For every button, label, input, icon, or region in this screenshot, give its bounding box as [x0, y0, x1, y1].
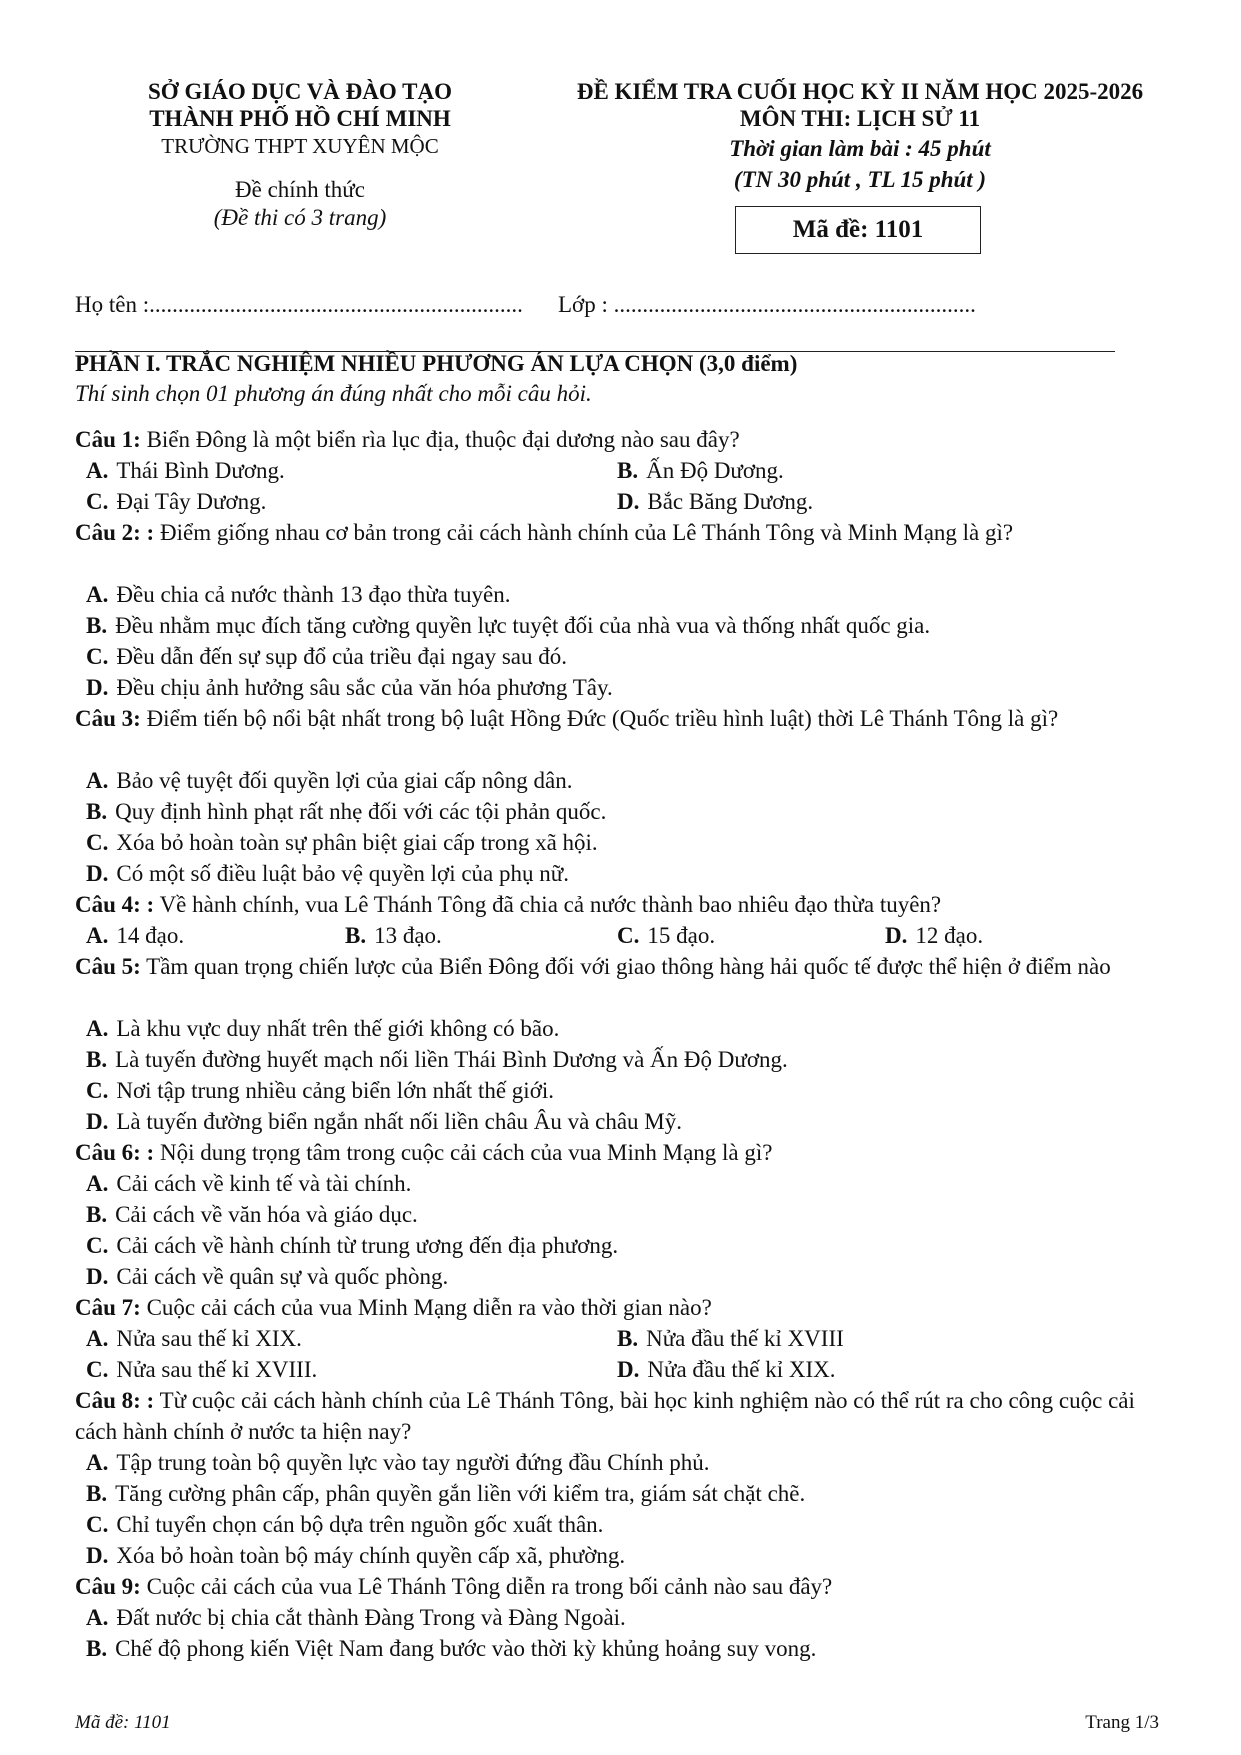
option-letter: D.: [86, 861, 109, 886]
option-text: Nửa sau thế kỉ XIX.: [116, 1326, 302, 1351]
question-text: Về hành chính, vua Lê Thánh Tông đã chia cả nước thành bao nhiêu đạo thừa tuyên?: [154, 892, 942, 917]
option-text: Đại Tây Dương.: [116, 489, 267, 514]
question-number: Câu 4: :: [75, 892, 155, 917]
option-letter: B.: [86, 1047, 108, 1072]
answer-option[interactable]: [86, 1075, 554, 1106]
option-letter: D.: [86, 1543, 109, 1568]
question-number: Câu 1:: [75, 427, 141, 452]
page-count-note: (Đề thi có 3 trang): [213, 205, 387, 230]
question-number: Câu 6: :: [75, 1140, 155, 1165]
option-text: Cải cách về kinh tế và tài chính.: [116, 1171, 412, 1196]
option-letter: B.: [617, 1326, 639, 1351]
option-letter: D.: [86, 1109, 109, 1134]
option-text: 13 đạo.: [374, 923, 442, 948]
answer-option[interactable]: [617, 455, 784, 486]
option-text: Đều dẫn đến sự sụp đổ của triều đại ngay sau đó.: [116, 644, 568, 669]
option-letter: C.: [86, 1078, 109, 1103]
official-exam-label: Đề chính thức: [235, 177, 365, 202]
option-letter: C.: [617, 923, 640, 948]
option-text: Bảo vệ tuyệt đối quyền lợi của giai cấp nông dân.: [116, 768, 573, 793]
answer-option[interactable]: [345, 920, 442, 951]
option-letter: B.: [86, 613, 108, 638]
option-letter: A.: [86, 1016, 109, 1041]
option-text: Tập trung toàn bộ quyền lực vào tay người đứng đầu Chính phủ.: [116, 1450, 710, 1475]
option-text: Nửa đầu thế kỉ XIX.: [647, 1357, 836, 1382]
question-stem: [75, 1571, 1165, 1602]
answer-option[interactable]: [86, 1540, 625, 1571]
section-instruction: Thí sinh chọn 01 phương án đúng nhất cho mỗi câu hỏi.: [75, 381, 592, 406]
question-text: Tầm quan trọng chiến lược của Biển Đông đối với giao thông hàng hải quốc tế được thể hiện ở điểm nào: [140, 954, 1111, 979]
option-letter: D.: [86, 675, 109, 700]
question-stem: [75, 703, 1165, 734]
answer-option[interactable]: [86, 486, 266, 517]
school-name: TRƯỜNG THPT XUYÊN MỘC: [161, 134, 439, 158]
option-text: Thái Bình Dương.: [116, 458, 285, 483]
exam-code-box: Mã đề: 1101: [735, 206, 981, 254]
option-letter: B.: [86, 1481, 108, 1506]
option-letter: A.: [86, 1450, 109, 1475]
answer-option[interactable]: [86, 1013, 559, 1044]
answer-option[interactable]: [86, 765, 572, 796]
exam-title: ĐỀ KIỂM TRA CUỐI HỌC KỲ II NĂM HỌC 2025-2026: [576, 79, 1144, 104]
option-letter: D.: [86, 1264, 109, 1289]
option-text: Cải cách về văn hóa và giáo dục.: [115, 1202, 418, 1227]
option-text: Cải cách về quân sự và quốc phòng.: [116, 1264, 449, 1289]
option-letter: C.: [86, 489, 109, 514]
answer-option[interactable]: [617, 1354, 836, 1385]
question-stem: [75, 424, 1165, 455]
option-letter: B.: [86, 1636, 108, 1661]
option-text: Là khu vực duy nhất trên thế giới không có bão.: [116, 1016, 560, 1041]
option-letter: A.: [86, 768, 109, 793]
option-text: Đều chịu ảnh hưởng sâu sắc của văn hóa phương Tây.: [116, 675, 613, 700]
option-letter: C.: [86, 644, 109, 669]
option-letter: B.: [345, 923, 367, 948]
question-stem: [75, 889, 1165, 920]
option-text: Cải cách về hành chính từ trung ương đến địa phương.: [116, 1233, 619, 1258]
answer-option[interactable]: [86, 827, 598, 858]
exam-duration-split: (TN 30 phút , TL 15 phút ): [733, 167, 987, 192]
option-text: Xóa bỏ hoàn toàn sự phân biệt giai cấp trong xã hội.: [116, 830, 598, 855]
question-stem: [75, 1137, 1165, 1168]
option-text: Nơi tập trung nhiều cảng biển lớn nhất thế giới.: [116, 1078, 554, 1103]
answer-option[interactable]: [86, 1044, 788, 1075]
question-number: Câu 3:: [75, 706, 141, 731]
answer-option[interactable]: [86, 1106, 682, 1137]
answer-option[interactable]: [617, 486, 813, 517]
question-text: Cuộc cải cách của vua Lê Thánh Tông diễn ra trong bối cảnh nào sau đây?: [140, 1574, 833, 1599]
option-text: Đều nhằm mục đích tăng cường quyền lực tuyệt đối của nhà vua và thống nhất quốc gia.: [115, 613, 931, 638]
option-text: Đều chia cả nước thành 13 đạo thừa tuyên.: [116, 582, 511, 607]
answer-option[interactable]: [86, 1230, 618, 1261]
option-letter: C.: [86, 1357, 109, 1382]
question-text: Biển Đông là một biển rìa lục địa, thuộc đại dương nào sau đây?: [140, 427, 740, 452]
option-letter: A.: [86, 1605, 109, 1630]
option-letter: D.: [617, 489, 640, 514]
option-text: Chế độ phong kiến Việt Nam đang bước vào thời kỳ khủng hoảng suy vong.: [115, 1636, 817, 1661]
answer-option[interactable]: [86, 610, 930, 641]
option-letter: D.: [617, 1357, 640, 1382]
answer-option[interactable]: [86, 1447, 710, 1478]
question-stem: [75, 517, 1165, 548]
answer-option[interactable]: [86, 796, 606, 827]
answer-option[interactable]: [617, 920, 715, 951]
option-text: Xóa bỏ hoàn toàn bộ máy chính quyền cấp xã, phường.: [116, 1543, 626, 1568]
question-text: Cuộc cải cách của vua Minh Mạng diễn ra vào thời gian nào?: [140, 1295, 712, 1320]
section-title: PHẦN I. TRẮC NGHIỆM NHIỀU PHƯƠNG ÁN LỰA CHỌN (3,0 điểm): [75, 351, 798, 376]
option-letter: C.: [86, 1233, 109, 1258]
student-class-field: Lớp : ...............................................................: [558, 292, 976, 317]
question-text: Nội dung trọng tâm trong cuộc cải cách của vua Minh Mạng là gì?: [154, 1140, 773, 1165]
question-stem: [75, 951, 1165, 982]
option-text: Nửa đầu thế kỉ XVIII: [646, 1326, 844, 1351]
option-text: 12 đạo.: [915, 923, 984, 948]
answer-option[interactable]: [86, 920, 184, 951]
footer-exam-code: Mã đề: 1101: [75, 1712, 171, 1733]
option-text: Chỉ tuyển chọn cán bộ dựa trên nguồn gốc xuất thân.: [116, 1512, 604, 1537]
option-letter: A.: [86, 582, 109, 607]
option-text: 15 đạo.: [647, 923, 716, 948]
option-text: Tăng cường phân cấp, phân quyền gắn liền với kiểm tra, giám sát chặt chẽ.: [115, 1481, 806, 1506]
answer-option[interactable]: [86, 858, 569, 889]
answer-option[interactable]: [86, 1354, 317, 1385]
department-name: SỞ GIÁO DỤC VÀ ĐÀO TẠO: [148, 79, 452, 104]
question-number: Câu 5:: [75, 954, 141, 979]
option-letter: A.: [86, 458, 109, 483]
option-text: Bắc Băng Dương.: [647, 489, 814, 514]
answer-option[interactable]: [86, 641, 567, 672]
option-letter: B.: [617, 458, 639, 483]
option-text: Nửa sau thế kỉ XVIII.: [116, 1357, 318, 1382]
answer-option[interactable]: [86, 1168, 411, 1199]
question-text: Điểm tiến bộ nổi bật nhất trong bộ luật Hồng Đức (Quốc triều hình luật) thời Lê Thánh Tông là gì?: [140, 706, 1059, 731]
answer-option[interactable]: [86, 1509, 603, 1540]
answer-option[interactable]: [86, 455, 285, 486]
subject-title: MÔN THI: LỊCH SỬ 11: [739, 106, 981, 131]
answer-option[interactable]: [86, 672, 613, 703]
option-text: Có một số điều luật bảo vệ quyền lợi của phụ nữ.: [116, 861, 569, 886]
option-text: Quy định hình phạt rất nhẹ đối với các tội phản quốc.: [115, 799, 607, 824]
answer-option[interactable]: [86, 1633, 816, 1664]
exam-duration: Thời gian làm bài : 45 phút: [729, 136, 991, 161]
answer-option[interactable]: [86, 1323, 302, 1354]
question-stem: [75, 1385, 1165, 1447]
option-letter: A.: [86, 1326, 109, 1351]
answer-option[interactable]: [86, 1602, 626, 1633]
question-number: Câu 2: :: [75, 520, 155, 545]
option-text: Là tuyến đường biển ngắn nhất nối liền châu Âu và châu Mỹ.: [116, 1109, 682, 1134]
answer-option[interactable]: [86, 1478, 805, 1509]
answer-option[interactable]: [86, 1199, 418, 1230]
question-number: Câu 9:: [75, 1574, 141, 1599]
answer-option[interactable]: [617, 1323, 844, 1354]
question-text: Từ cuộc cải cách hành chính của Lê Thánh Tông, bài học kinh nghiệm nào có thể rút ra cho công cuộc cải cách hành chính ở nước ta hiện nay?: [75, 1388, 1135, 1444]
option-text: 14 đạo.: [116, 923, 185, 948]
option-text: Ấn Độ Dương.: [646, 458, 784, 483]
question-text: Điểm giống nhau cơ bản trong cải cách hành chính của Lê Thánh Tông và Minh Mạng là gì?: [154, 520, 1014, 545]
option-letter: D.: [885, 923, 908, 948]
student-name-field: Họ tên :.................................................................: [75, 292, 523, 317]
option-letter: B.: [86, 799, 108, 824]
answer-option[interactable]: [86, 579, 510, 610]
option-letter: A.: [86, 1171, 109, 1196]
answer-option[interactable]: [885, 920, 983, 951]
footer-page-number: Trang 1/3: [1085, 1712, 1159, 1733]
question-number: Câu 7:: [75, 1295, 141, 1320]
answer-option[interactable]: [86, 1261, 448, 1292]
city-name: THÀNH PHỐ HỒ CHÍ MINH: [149, 106, 451, 131]
option-text: Là tuyến đường huyết mạch nối liền Thái Bình Dương và Ấn Độ Dương.: [115, 1047, 788, 1072]
option-text: Đất nước bị chia cắt thành Đàng Trong và Đàng Ngoài.: [116, 1605, 626, 1630]
option-letter: B.: [86, 1202, 108, 1227]
question-number: Câu 8: :: [75, 1388, 155, 1413]
option-letter: C.: [86, 830, 109, 855]
question-stem: [75, 1292, 1165, 1323]
option-letter: C.: [86, 1512, 109, 1537]
option-letter: A.: [86, 923, 109, 948]
